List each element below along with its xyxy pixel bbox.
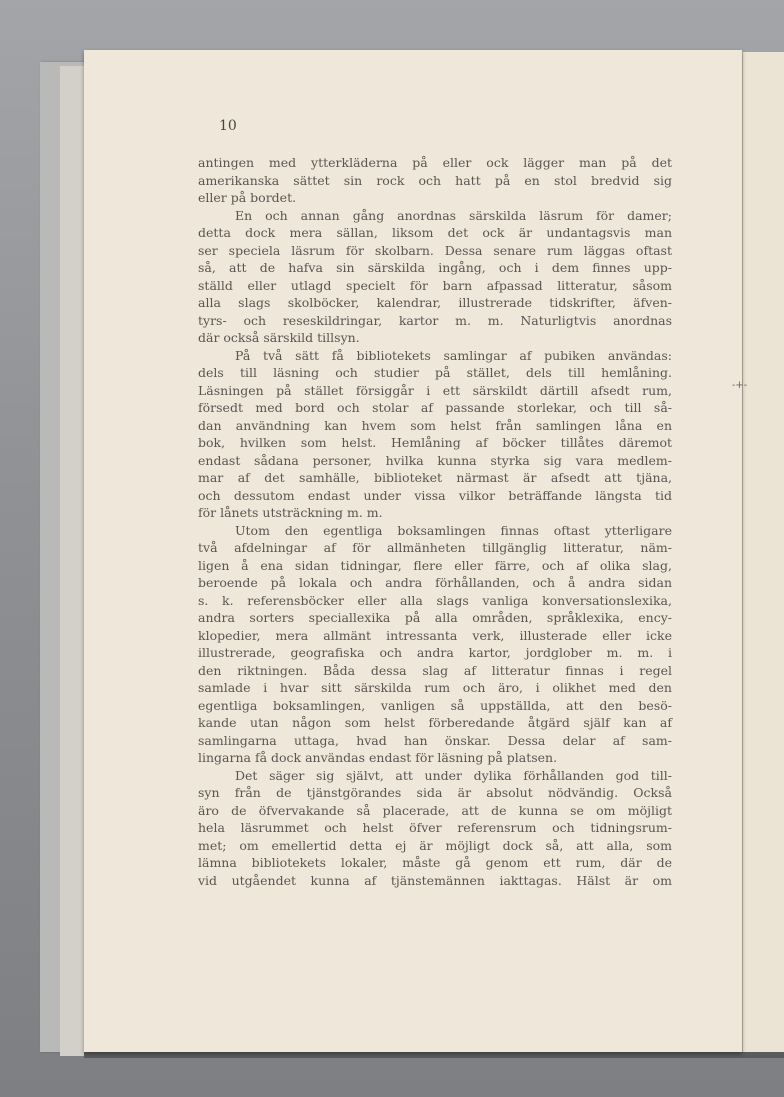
text-line: endast sådana personer, hvilka kunna styrka sig vara medlem- [198, 452, 672, 468]
text-line: bok, hvilken som helst. Hemlåning af böcker tillåtes däremot [198, 435, 672, 450]
text-line: två afdelningar af för allmänheten tillgänglig litteratur, näm- [198, 540, 672, 555]
text-line: En och annan gång anordnas särskilda läsrum för damer; [235, 207, 672, 223]
margin-mark: -+- [732, 380, 748, 391]
text-line: illustrerade, geografiska och andra kartor, jordglober m. m. i [198, 645, 672, 660]
text-line: hela läsrummet och helst öfver referensrum och tidningsrum- [198, 820, 672, 835]
text-line: detta dock mera sällan, liksom det ock är undantagsvis man [198, 225, 672, 240]
text-line: egentliga boksamlingen, vanligen så uppställda, att den besö- [198, 697, 672, 713]
text-line: vid utgåendet kunna af tjänstemännen iakttagas. Hälst är om [198, 872, 672, 888]
text-line: andra sorters speciallexika på alla områden, språklexika, ency- [198, 610, 672, 625]
text-line: mar af det samhälle, biblioteket närmast är afsedt att tjäna, [198, 470, 672, 485]
text-line: ställd eller utlagd specielt för barn afpassad litteratur, såsom [198, 277, 672, 293]
text-line: antingen med ytterkläderna på eller ock lägger man på det [198, 155, 672, 170]
body-text [198, 154, 672, 889]
text-line: där också särskild tillsyn. [198, 330, 360, 345]
text-line: samlade i hvar sitt särskilda rum och äro, i olikhet med den [198, 680, 672, 695]
text-line: amerikanska sättet sin rock och hatt på en stol bredvid sig [198, 172, 672, 188]
text-line: dels till läsning och studier på stället, dels till hemlåning. [198, 365, 672, 380]
text-line: försedt med bord och stolar af passande storlekar, och till så- [198, 400, 672, 415]
text-line: dan användning kan hvem som helst från samlingen låna en [198, 417, 672, 433]
text-line: På två sätt få bibliotekets samlingar af pubiken användas: [235, 347, 672, 363]
text-line: lingarna få dock användas endast för läsning på platsen. [198, 750, 558, 765]
text-line: kande utan någon som helst förberedande åtgärd själf kan af [198, 715, 672, 730]
text-line: syn från de tjänstgörandes sida är absolut nödvändig. Också [198, 785, 672, 800]
text-line: Läsningen på stället försiggår i ett särskildt därtill afsedt rum, [198, 382, 672, 398]
text-line: den riktningen. Båda dessa slag af litteratur finnas i regel [198, 662, 672, 678]
text-line: Utom den egentliga boksamlingen finnas oftast ytterligare [235, 522, 672, 538]
text-line: s. k. referensböcker eller alla slags vanliga konversationslexika, [198, 592, 672, 608]
text-line: lämna bibliotekets lokaler, måste gå genom ett rum, där de [198, 855, 672, 870]
text-line: alla slags skolböcker, kalendrar, illustrerade tidskrifter, äfven- [198, 295, 672, 310]
text-line: ser speciela läsrum för skolbarn. Dessa senare rum läggas oftast [198, 242, 672, 258]
text-line: och dessutom endast under vissa vilkor beträffande längsta tid [198, 487, 672, 503]
text-line: met; om emellertid detta ej är möjligt dock så, att alla, som [198, 837, 672, 853]
page-number: 10 [219, 118, 237, 134]
text-line: ligen å ena sidan tidningar, flere eller färre, och af olika slag, [198, 557, 672, 573]
text-line: samlingarna uttaga, hvad han önskar. Dessa delar af sam- [198, 732, 672, 748]
text-line: Det säger sig självt, att under dylika förhållanden god till- [235, 767, 672, 783]
text-line: eller på bordet. [198, 190, 297, 205]
text-line: klopedier, mera allmänt intressanta verk, illusterade eller icke [198, 627, 672, 643]
text-line: tyrs- och reseskildringar, kartor m. m. Naturligtvis anordnas [198, 312, 672, 328]
text-line: äro de öfvervakande så placerade, att de kunna se om möjligt [198, 802, 672, 818]
text-line: beroende på lokala och andra förhållanden, och å andra sidan [198, 575, 672, 590]
text-line: så, att de hafva sin särskilda ingång, och i dem finnes upp- [198, 260, 672, 275]
facing-page-edge [742, 52, 784, 1052]
text-line: för lånets utsträckning m. m. [198, 505, 383, 520]
